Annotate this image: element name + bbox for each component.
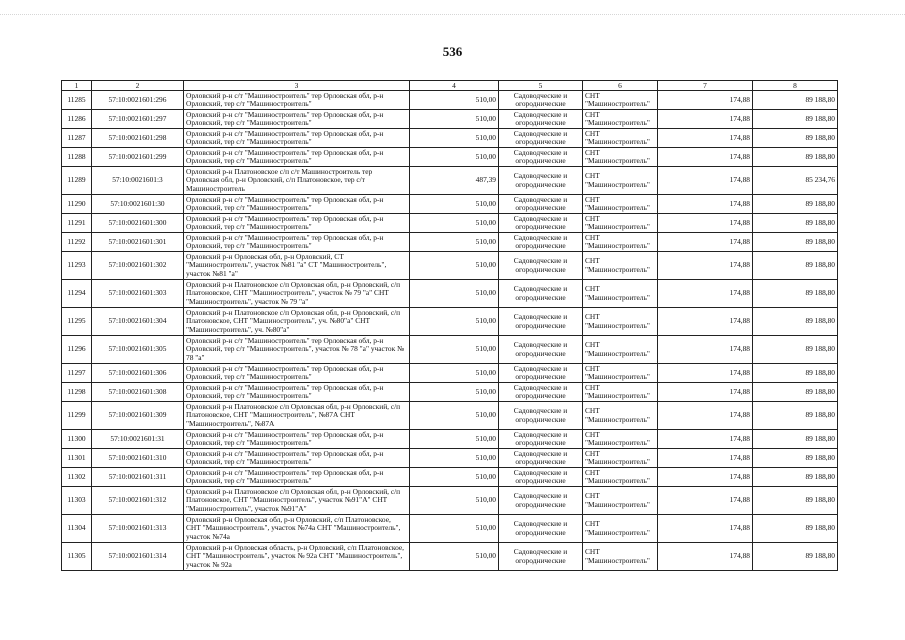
organization-cell: СНТ "Машиностроитель" xyxy=(583,308,658,336)
organization-cell: СНТ "Машиностроитель" xyxy=(583,167,658,195)
land-use-cell: Садоводческие и огороднические xyxy=(499,129,583,148)
table-row xyxy=(62,110,838,129)
land-use-cell: Садоводческие и огороднические xyxy=(499,449,583,468)
table-row xyxy=(62,129,838,148)
cadastral-number-cell: 57:10:0021601:302 xyxy=(92,252,184,280)
table-row xyxy=(62,148,838,167)
specific-value-cell: 174,88 xyxy=(658,167,753,195)
row-number-cell: 11299 xyxy=(62,402,92,430)
organization-cell: СНТ "Машиностроитель" xyxy=(583,449,658,468)
cadastral-value-cell: 89 188,80 xyxy=(753,252,838,280)
organization-cell: СНТ "Машиностроитель" xyxy=(583,402,658,430)
row-number-cell: 11291 xyxy=(62,214,92,233)
row-number-cell: 11305 xyxy=(62,543,92,571)
address-cell: Орловский р-н с/т "Машиностроитель" тер Орловская обл, р-н Орловский, тер с/т "Машиностроитель" xyxy=(184,468,410,487)
specific-value-cell: 174,88 xyxy=(658,515,753,543)
address-cell: Орловский р-н с/т "Машиностроитель" тер Орловская обл, р-н Орловский, тер с/т "Машиностроитель" xyxy=(184,233,410,252)
area-cell: 510,00 xyxy=(410,280,499,308)
organization-cell: СНТ "Машиностроитель" xyxy=(583,233,658,252)
address-cell: Орловский р-н Платоновское с/п Орловская обл, р-н Орловский, с/п Платоновское, СНТ "Машиностроитель", уч. №80"а" СНТ "Машиностроитель", уч. №80"а" xyxy=(184,308,410,336)
cadastral-value-cell: 89 188,80 xyxy=(753,91,838,110)
specific-value-cell: 174,88 xyxy=(658,383,753,402)
area-cell: 510,00 xyxy=(410,543,499,571)
cadastral-number-cell: 57:10:0021601:305 xyxy=(92,336,184,364)
land-use-cell: Садоводческие и огороднические xyxy=(499,515,583,543)
land-use-cell: Садоводческие и огороднические xyxy=(499,280,583,308)
land-use-cell: Садоводческие и огороднические xyxy=(499,430,583,449)
organization-cell: СНТ "Машиностроитель" xyxy=(583,336,658,364)
specific-value-cell: 174,88 xyxy=(658,449,753,468)
column-header-5: 5 xyxy=(499,81,583,91)
area-cell: 510,00 xyxy=(410,91,499,110)
address-cell: Орловский р-н Орловская обл, р-н Орловский, СТ "Машиностроитель", участок №81 "а" СТ "Машиностроитель", участок №81 "а" xyxy=(184,252,410,280)
specific-value-cell: 174,88 xyxy=(658,487,753,515)
row-number-cell: 11304 xyxy=(62,515,92,543)
area-cell: 510,00 xyxy=(410,487,499,515)
cadastral-value-cell: 89 188,80 xyxy=(753,148,838,167)
row-number-cell: 11289 xyxy=(62,167,92,195)
area-cell: 510,00 xyxy=(410,308,499,336)
column-header-8: 8 xyxy=(753,81,838,91)
specific-value-cell: 174,88 xyxy=(658,129,753,148)
area-cell: 510,00 xyxy=(410,336,499,364)
cadastral-number-cell: 57:10:0021601:308 xyxy=(92,383,184,402)
area-cell: 487,39 xyxy=(410,167,499,195)
table-row xyxy=(62,91,838,110)
specific-value-cell: 174,88 xyxy=(658,214,753,233)
area-cell: 510,00 xyxy=(410,364,499,383)
specific-value-cell: 174,88 xyxy=(658,233,753,252)
organization-cell: СНТ "Машиностроитель" xyxy=(583,280,658,308)
table-row xyxy=(62,167,838,195)
organization-cell: СНТ "Машиностроитель" xyxy=(583,383,658,402)
address-cell: Орловский р-н с/т "Машиностроитель" тер Орловская обл, р-н Орловский, тер с/т "Машиностроитель" xyxy=(184,195,410,214)
cadastral-value-cell: 89 188,80 xyxy=(753,195,838,214)
organization-cell: СНТ "Машиностроитель" xyxy=(583,468,658,487)
table-row xyxy=(62,543,838,571)
area-cell: 510,00 xyxy=(410,515,499,543)
land-use-cell: Садоводческие и огороднические xyxy=(499,468,583,487)
cadastral-value-cell: 89 188,80 xyxy=(753,280,838,308)
specific-value-cell: 174,88 xyxy=(658,308,753,336)
land-use-cell: Садоводческие и огороднические xyxy=(499,543,583,571)
address-cell: Орловский р-н с/т "Машиностроитель" тер Орловская обл, р-н Орловский, тер с/т "Машиностроитель" xyxy=(184,449,410,468)
area-cell: 510,00 xyxy=(410,195,499,214)
table-row xyxy=(62,402,838,430)
specific-value-cell: 174,88 xyxy=(658,364,753,383)
organization-cell: СНТ "Машиностроитель" xyxy=(583,543,658,571)
table-row xyxy=(62,364,838,383)
address-cell: Орловский р-н с/т "Машиностроитель" тер Орловская обл, р-н Орловский, тер с/т "Машиностроитель" xyxy=(184,129,410,148)
cadastral-number-cell: 57:10:0021601:314 xyxy=(92,543,184,571)
address-cell: Орловский р-н Платоновское с/п Орловская обл, р-н Орловский, с/п Платоновское, СНТ "Машиностроитель", участок № 79 "а" СНТ "Машиностроитель", участок № 79 "а" xyxy=(184,280,410,308)
cadastral-number-cell: 57:10:0021601:31 xyxy=(92,430,184,449)
scan-artifact-line xyxy=(0,14,905,21)
land-use-cell: Садоводческие и огороднические xyxy=(499,148,583,167)
cadastral-value-cell: 89 188,80 xyxy=(753,364,838,383)
cadastral-value-table xyxy=(61,80,838,571)
specific-value-cell: 174,88 xyxy=(658,468,753,487)
specific-value-cell: 174,88 xyxy=(658,252,753,280)
row-number-cell: 11301 xyxy=(62,449,92,468)
row-number-cell: 11302 xyxy=(62,468,92,487)
row-number-cell: 11286 xyxy=(62,110,92,129)
area-cell: 510,00 xyxy=(410,468,499,487)
land-use-cell: Садоводческие и огороднические xyxy=(499,167,583,195)
cadastral-number-cell: 57:10:0021601:310 xyxy=(92,449,184,468)
row-number-cell: 11298 xyxy=(62,383,92,402)
row-number-cell: 11290 xyxy=(62,195,92,214)
land-use-cell: Садоводческие и огороднические xyxy=(499,91,583,110)
address-cell: Орловский р-н с/т "Машиностроитель" тер Орловская обл, р-н Орловский, тер с/т "Машиностроитель" xyxy=(184,148,410,167)
cadastral-number-cell: 57:10:0021601:296 xyxy=(92,91,184,110)
organization-cell: СНТ "Машиностроитель" xyxy=(583,487,658,515)
cadastral-value-cell: 89 188,80 xyxy=(753,430,838,449)
organization-cell: СНТ "Машиностроитель" xyxy=(583,214,658,233)
table-row xyxy=(62,430,838,449)
land-use-cell: Садоводческие и огороднические xyxy=(499,336,583,364)
column-header-6: 6 xyxy=(583,81,658,91)
cadastral-number-cell: 57:10:0021601:312 xyxy=(92,487,184,515)
cadastral-value-cell: 85 234,76 xyxy=(753,167,838,195)
table-row xyxy=(62,468,838,487)
land-use-cell: Садоводческие и огороднические xyxy=(499,252,583,280)
organization-cell: СНТ "Машиностроитель" xyxy=(583,195,658,214)
specific-value-cell: 174,88 xyxy=(658,543,753,571)
specific-value-cell: 174,88 xyxy=(658,280,753,308)
cadastral-value-cell: 89 188,80 xyxy=(753,233,838,252)
table-row xyxy=(62,308,838,336)
row-number-cell: 11285 xyxy=(62,91,92,110)
table-row xyxy=(62,383,838,402)
address-cell: Орловский р-н с/т "Машиностроитель" тер Орловская обл, р-н Орловский, тер с/т "Машиностроитель" xyxy=(184,383,410,402)
land-use-cell: Садоводческие и огороднические xyxy=(499,487,583,515)
column-header-3: 3 xyxy=(184,81,410,91)
table-row xyxy=(62,336,838,364)
cadastral-value-cell: 89 188,80 xyxy=(753,110,838,129)
row-number-cell: 11295 xyxy=(62,308,92,336)
column-header-2: 2 xyxy=(92,81,184,91)
row-number-cell: 11300 xyxy=(62,430,92,449)
area-cell: 510,00 xyxy=(410,383,499,402)
table-row xyxy=(62,195,838,214)
table-row xyxy=(62,280,838,308)
row-number-cell: 11292 xyxy=(62,233,92,252)
column-header-7: 7 xyxy=(658,81,753,91)
specific-value-cell: 174,88 xyxy=(658,195,753,214)
specific-value-cell: 174,88 xyxy=(658,402,753,430)
address-cell: Орловский р-н с/т "Машиностроитель" тер Орловская обл, р-н Орловский, тер с/т "Машиностроитель" xyxy=(184,214,410,233)
area-cell: 510,00 xyxy=(410,402,499,430)
cadastral-number-cell: 57:10:0021601:313 xyxy=(92,515,184,543)
row-number-cell: 11296 xyxy=(62,336,92,364)
cadastral-value-cell: 89 188,80 xyxy=(753,543,838,571)
table-row xyxy=(62,214,838,233)
organization-cell: СНТ "Машиностроитель" xyxy=(583,430,658,449)
organization-cell: СНТ "Машиностроитель" xyxy=(583,129,658,148)
cadastral-number-cell: 57:10:0021601:3 xyxy=(92,167,184,195)
organization-cell: СНТ "Машиностроитель" xyxy=(583,148,658,167)
row-number-cell: 11303 xyxy=(62,487,92,515)
address-cell: Орловский р-н Орловская область, р-н Орловский, с/п Платоновское, СНТ "Машиностроитель", участок № 92а СНТ "Машиностроитель", участок № 92а xyxy=(184,543,410,571)
address-cell: Орловский р-н с/т "Машиностроитель" тер Орловская обл, р-н Орловский, тер с/т "Машиностроитель" xyxy=(184,364,410,383)
cadastral-value-cell: 89 188,80 xyxy=(753,402,838,430)
page-number: 536 xyxy=(442,44,463,59)
address-cell: Орловский р-н Платоновское с/п Орловская обл, р-н Орловский, с/п Платоновское, СНТ "Машиностроитель", №87А СНТ "Машиностроитель", №87А xyxy=(184,402,410,430)
address-cell: Орловский р-н Орловская обл, р-н Орловский, с/п Платоновское, СНТ "Машиностроитель", участок №74а СНТ "Машиностроитель", участок №74а xyxy=(184,515,410,543)
cadastral-value-cell: 89 188,80 xyxy=(753,336,838,364)
land-use-cell: Садоводческие и огороднические xyxy=(499,110,583,129)
area-cell: 510,00 xyxy=(410,233,499,252)
area-cell: 510,00 xyxy=(410,214,499,233)
specific-value-cell: 174,88 xyxy=(658,430,753,449)
address-cell: Орловский р-н с/т "Машиностроитель" тер Орловская обл, р-н Орловский, тер с/т "Машиностроитель" xyxy=(184,430,410,449)
cadastral-value-cell: 89 188,80 xyxy=(753,449,838,468)
cadastral-value-cell: 89 188,80 xyxy=(753,214,838,233)
address-cell: Орловский р-н Платоновское с/п с/т Машиностроитель тер Орловская обл, р-н Орловский, с/п Платоновское, тер с/т Машиностроитель xyxy=(184,167,410,195)
address-cell: Орловский р-н с/т "Машиностроитель" тер Орловская обл, р-н Орловский, тер с/т "Машиностроитель" xyxy=(184,91,410,110)
cadastral-value-cell: 89 188,80 xyxy=(753,468,838,487)
column-header-1: 1 xyxy=(62,81,92,91)
area-cell: 510,00 xyxy=(410,252,499,280)
cadastral-value-cell: 89 188,80 xyxy=(753,308,838,336)
area-cell: 510,00 xyxy=(410,129,499,148)
organization-cell: СНТ "Машиностроитель" xyxy=(583,515,658,543)
land-use-cell: Садоводческие и огороднические xyxy=(499,364,583,383)
row-number-cell: 11297 xyxy=(62,364,92,383)
cadastral-number-cell: 57:10:0021601:301 xyxy=(92,233,184,252)
cadastral-number-cell: 57:10:0021601:304 xyxy=(92,308,184,336)
land-use-cell: Садоводческие и огороднические xyxy=(499,195,583,214)
land-use-cell: Садоводческие и огороднические xyxy=(499,308,583,336)
organization-cell: СНТ "Машиностроитель" xyxy=(583,110,658,129)
table-header-row xyxy=(62,81,838,91)
cadastral-number-cell: 57:10:0021601:309 xyxy=(92,402,184,430)
area-cell: 510,00 xyxy=(410,110,499,129)
cadastral-number-cell: 57:10:0021601:298 xyxy=(92,129,184,148)
land-use-cell: Садоводческие и огороднические xyxy=(499,233,583,252)
cadastral-value-cell: 89 188,80 xyxy=(753,129,838,148)
organization-cell: СНТ "Машиностроитель" xyxy=(583,91,658,110)
land-use-cell: Садоводческие и огороднические xyxy=(499,402,583,430)
cadastral-number-cell: 57:10:0021601:300 xyxy=(92,214,184,233)
land-use-cell: Садоводческие и огороднические xyxy=(499,383,583,402)
cadastral-value-cell: 89 188,80 xyxy=(753,515,838,543)
cadastral-number-cell: 57:10:0021601:306 xyxy=(92,364,184,383)
cadastral-number-cell: 57:10:0021601:299 xyxy=(92,148,184,167)
cadastral-value-cell: 89 188,80 xyxy=(753,383,838,402)
area-cell: 510,00 xyxy=(410,449,499,468)
cadastral-number-cell: 57:10:0021601:30 xyxy=(92,195,184,214)
table-row xyxy=(62,487,838,515)
specific-value-cell: 174,88 xyxy=(658,110,753,129)
table-row xyxy=(62,233,838,252)
specific-value-cell: 174,88 xyxy=(658,336,753,364)
specific-value-cell: 174,88 xyxy=(658,148,753,167)
column-header-4: 4 xyxy=(410,81,499,91)
land-use-cell: Садоводческие и огороднические xyxy=(499,214,583,233)
table-row xyxy=(62,515,838,543)
address-cell: Орловский р-н с/т "Машиностроитель" тер Орловская обл, р-н Орловский, тер с/т "Машиностроитель", участок № 78 "а" участок № 78 "а" xyxy=(184,336,410,364)
row-number-cell: 11294 xyxy=(62,280,92,308)
address-cell: Орловский р-н Платоновское с/п Орловская обл, р-н Орловский, с/п Платоновское, СНТ "Машиностроитель", участок №91"А" СНТ "Машиностроитель", участок №91"А" xyxy=(184,487,410,515)
organization-cell: СНТ "Машиностроитель" xyxy=(583,364,658,383)
specific-value-cell: 174,88 xyxy=(658,91,753,110)
cadastral-value-cell: 89 188,80 xyxy=(753,487,838,515)
row-number-cell: 11287 xyxy=(62,129,92,148)
table-row xyxy=(62,252,838,280)
row-number-cell: 11288 xyxy=(62,148,92,167)
cadastral-number-cell: 57:10:0021601:311 xyxy=(92,468,184,487)
area-cell: 510,00 xyxy=(410,148,499,167)
address-cell: Орловский р-н с/т "Машиностроитель" тер Орловская обл, р-н Орловский, тер с/т "Машиностроитель" xyxy=(184,110,410,129)
cadastral-number-cell: 57:10:0021601:297 xyxy=(92,110,184,129)
area-cell: 510,00 xyxy=(410,430,499,449)
organization-cell: СНТ "Машиностроитель" xyxy=(583,252,658,280)
row-number-cell: 11293 xyxy=(62,252,92,280)
cadastral-number-cell: 57:10:0021601:303 xyxy=(92,280,184,308)
table-row xyxy=(62,449,838,468)
